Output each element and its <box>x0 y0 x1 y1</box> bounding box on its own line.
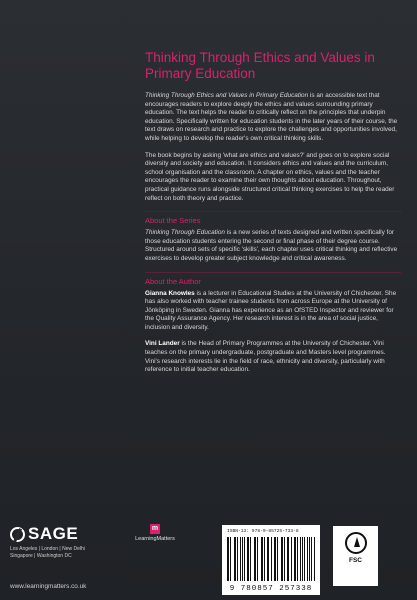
publisher-url: www.learningmatters.co.uk <box>10 583 87 590</box>
overview-paragraph: The book begins by asking 'what are ethics and values?' and goes on to explore social diversity and society and education. It considers ethics and values and the curriculum, school organisation and the classroom. A chapter on ethics, values and the teacher encourages the reader to examine their own thoughts about education. Throughout, practical guidance runs alongside structured critical thinking exercises to help the reader reflect on both theory and practice. <box>145 151 395 202</box>
author2-name: Vini Lander <box>145 340 180 348</box>
publisher-cities: Los Angeles | London | New Delhi Singapore | Washington DC <box>10 546 85 559</box>
isbn-barcode <box>222 525 320 595</box>
isbn-text: ISBN-13: 978-0-85725-733-8 <box>227 529 299 534</box>
intro-text: is an accessible text that encourages readers to explore deeply the ethics and values surrounding primary education. The text helps the reader to critically reflect on the principles that underpin education. Specifically written for education students in the later years of their course, the text draws on research and practice to explore the challenges and opportunities involved, while helping to develop the reader's own critical thinking skills. <box>145 92 398 142</box>
series-text: is a new series of texts designed and written specifically for those education students entering the second or final phase of their degree course. Structured around sets of specific 'skills', each chapter uses critical thinking and reflective exercises to develop greater subject knowledge and critical awareness. <box>145 229 398 262</box>
intro-paragraph <box>145 92 401 144</box>
sage-logo <box>10 524 78 544</box>
series-heading: About the Series <box>145 211 401 225</box>
author1-name: Gianna Knowles <box>145 289 195 297</box>
book-title: Thinking Through Ethics and Values in Primary Education <box>145 50 375 81</box>
series-title-italic: Thinking Through Education <box>145 229 225 237</box>
author2-bio: is the Head of Primary Programmes at the University of Chichester. Vini teaches on the primary undergraduate, postgraduate and Masters level programmes. Vini's research interests lie in the field of race, ethnicity and diversity, particularly with reference to initial teacher education. <box>145 340 386 374</box>
barcode-number: 9 780857 257338 <box>229 585 313 593</box>
fsc-logo <box>333 526 378 586</box>
learningmatters-mark-icon: m <box>151 525 159 532</box>
author2-paragraph <box>145 340 401 374</box>
sage-wordmark: SAGE <box>28 524 79 543</box>
sage-ring-icon <box>10 527 25 542</box>
author-heading: About the Author <box>145 272 401 286</box>
barcode-bars <box>227 537 315 581</box>
intro-title-italic: Thinking Through Ethics and Values in Primary Education <box>145 92 309 99</box>
learningmatters-wordmark: LearningMatters <box>135 536 175 542</box>
author1-bio: is a lecturer in Educational Studies at the University of Chichester. She has also worked with teacher trainee students from across Europe at the University of Jönköping in Sweden. Gianna has experience as an OfSTED Inspector and reviewer for the Quality Assurance Agency. Her research interest is in the area of social justice, inclusion and diversity. <box>145 289 397 331</box>
series-paragraph <box>145 229 401 263</box>
fsc-label: FSC <box>349 557 362 564</box>
publisher-logos <box>10 524 180 580</box>
learningmatters-logo <box>120 524 190 542</box>
blurb-column <box>145 50 401 383</box>
fsc-tree-icon <box>345 532 367 554</box>
author1-paragraph <box>145 290 401 333</box>
